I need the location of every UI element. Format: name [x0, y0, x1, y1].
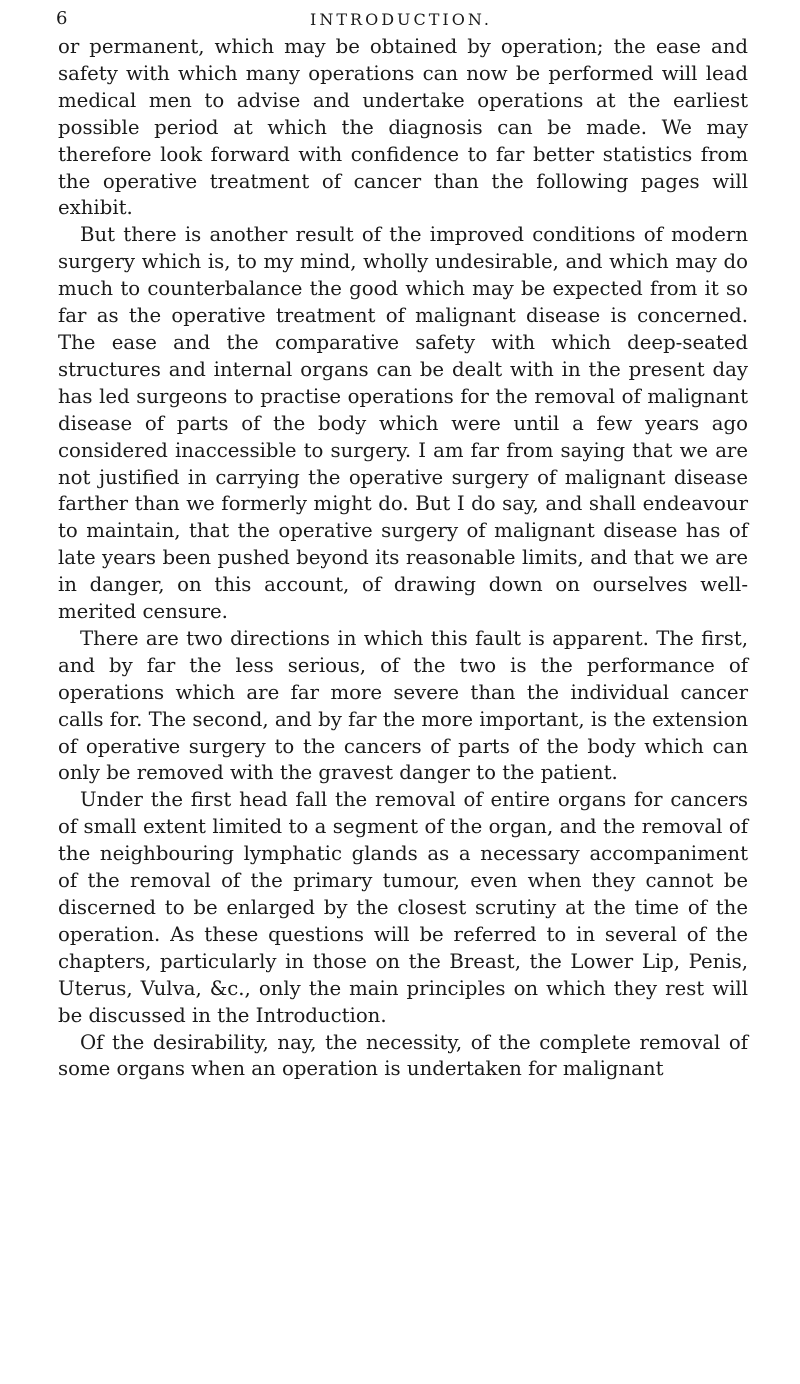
- paragraph: But there is another result of the improved conditions of modern surgery which is, to my mind, wholly undesirable, and which may do much to counterbalance the good which may be expected from it so far as the operative treatment of malignant disease is concerned. The ease and the comparative safety with which deep-seated structures and internal organs can be dealt with in the present day has led surgeons to practise operations for the removal of malignant disease of parts of the body which were until a few years ago considered inaccessible to surgery. I am far from saying that we are not justified in carrying the operative surgery of malignant disease farther than we formerly might do. But I do say, and shall endeavour to maintain, that the operative surgery of malignant disease has of late years been pushed beyond its reasonable limits, and that we are in danger, on this account, of drawing down on ourselves well-merited censure.: [58, 223, 748, 624]
- paragraph: There are two directions in which this fault is apparent. The first, and by far the less serious, of the two is the performance of operations which are far more severe than the individual cancer calls for. The second, and by far the more important, is the extension of operative surgery to the cancers of parts of the body which can only be removed with the gravest danger to the patient.: [58, 626, 748, 785]
- paragraph: Under the first head fall the removal of entire organs for cancers of small extent limited to a segment of the organ, and the removal of the neighbouring lymphatic glands as a necessary accompaniment of the removal of the primary tumour, even when they cannot be discerned to be enlarged by the closest scrutiny at the time of the operation. As these questions will be referred to in several of the chapters, particularly in those on the Breast, the Lower Lip, Penis, Uterus, Vulva, &c., only the main principles on which they rest will be discussed in the Introduction.: [58, 788, 748, 1027]
- page-number: 6: [56, 8, 69, 29]
- running-head: INTRODUCTION.: [310, 10, 492, 29]
- page-header: [56, 8, 746, 34]
- paragraph-continued: or permanent, which may be obtained by operation; the ease and safety with which many operations can now be performed will lead medical men to advise and undertake operations at the earliest possible period at which the diagnosis can be made. We may therefore look forward with confidence to far better statistics from the operative treatment of cancer than the following pages will exhibit.: [58, 35, 748, 220]
- paragraph: Of the desirability, nay, the necessity, of the complete removal of some organs when an operation is undertaken for malignant: [58, 1030, 748, 1081]
- body-text: [58, 34, 748, 1083]
